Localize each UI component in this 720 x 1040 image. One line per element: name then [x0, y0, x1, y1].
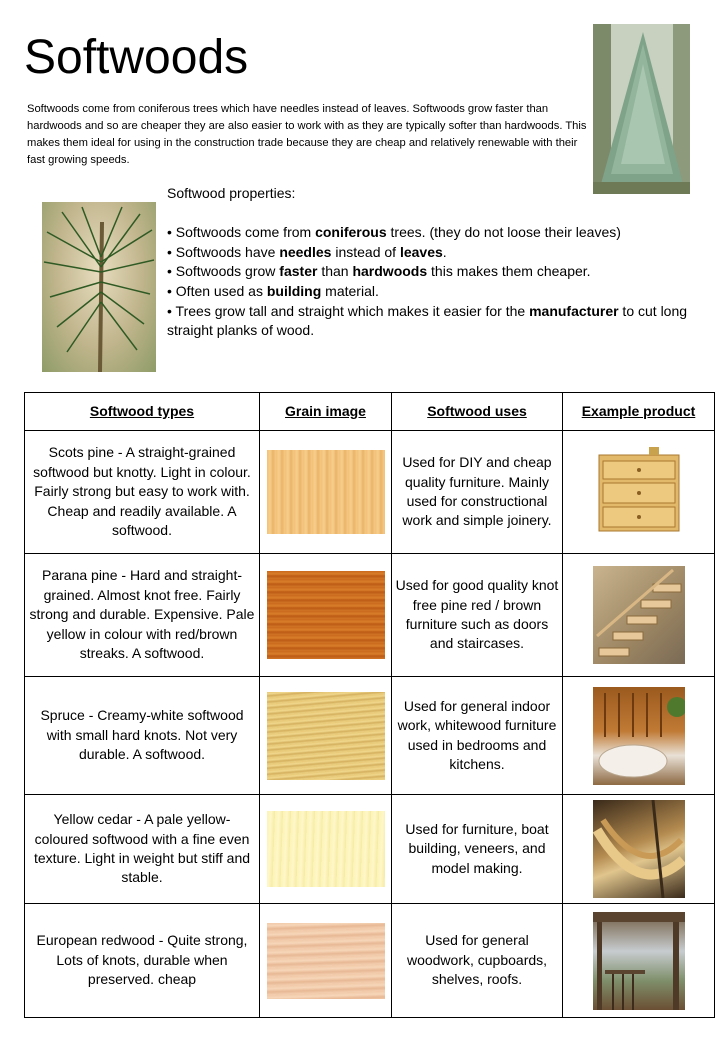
intro-paragraph: Softwoods come from coniferous trees which have needles instead of leaves. Softwoods grow faster than hardwoods and so are cheaper they are also easier to work with as they are typically softer than hardwoods. This makes them ideal for using in the construction trade because they are cheap and relatively renewable with their fast growing speeds. [27, 103, 587, 166]
softwood-uses-cell: Used for general woodwork, cupboards, shelves, roofs. [392, 904, 563, 1018]
softwood-uses-cell: Used for general indoor work, whitewood furniture used in bedrooms and kitchens. [392, 677, 563, 795]
softwood-type-cell: Scots pine - A straight-grained softwood but knotty. Light in colour. Fairly strong but easy to work with. Cheap and readily available. A softwood. [25, 431, 260, 554]
softwood-uses-cell: Used for good quality knot free pine red / brown furniture such as doors and staircases. [392, 554, 563, 677]
staircase-image [593, 566, 685, 664]
grain-image-cell [260, 431, 392, 554]
property-item: • Often used as building material. [167, 282, 379, 299]
table-row [25, 431, 715, 554]
property-item: • Softwoods have needles instead of leaves. [167, 243, 447, 260]
property-item: • Softwoods come from coniferous trees. (they do not loose their leaves) [167, 224, 621, 241]
bathroom-panelling-image [593, 687, 685, 785]
table-header-row [25, 393, 715, 431]
product-image-cell [563, 554, 715, 677]
softwood-table [24, 392, 715, 1018]
pine-needles-image [42, 202, 156, 372]
product-image-cell [563, 904, 715, 1018]
product-image-cell [563, 677, 715, 795]
grain-image-cell [260, 795, 392, 904]
grain-image-cell [260, 677, 392, 795]
softwood-properties [167, 184, 697, 341]
softwood-type-cell: European redwood - Quite strong, Lots of knots, durable when preserved. cheap [25, 904, 260, 1018]
table-row [25, 904, 715, 1018]
softwood-uses-cell: Used for furniture, boat building, veneers, and model making. [392, 795, 563, 904]
softwood-type-cell: Yellow cedar - A pale yellow-coloured softwood with a fine even texture. Light in weight but stiff and stable. [25, 795, 260, 904]
product-image-cell [563, 795, 715, 904]
property-item: • Softwoods grow faster than hardwoods this makes them cheaper. [167, 263, 591, 280]
product-image-cell [563, 431, 715, 554]
european-redwood-grain-image [267, 923, 385, 999]
table-row [25, 677, 715, 795]
softwood-type-cell: Spruce - Creamy-white softwood with small hard knots. Not very durable. A softwood. [25, 677, 260, 795]
spruce-grain-image [267, 692, 385, 780]
softwood-type-cell: Parana pine - Hard and straight-grained. Almost knot free. Fairly strong and durable. Expensive. Pale yellow in colour with red/brown streaks. A softwood. [25, 554, 260, 677]
header-softwood-uses: Softwood uses [392, 393, 563, 431]
softwood-uses-cell: Used for DIY and cheap quality furniture. Mainly used for constructional work and simple joinery. [392, 431, 563, 554]
yellow-cedar-grain-image [267, 811, 385, 887]
timber-deck-image [593, 912, 685, 1010]
table-row [25, 795, 715, 904]
header-example-product: Example product [563, 393, 715, 431]
wooden-boat-image [593, 800, 685, 898]
header-grain-image: Grain image [260, 393, 392, 431]
header-softwood-types: Softwood types [25, 393, 260, 431]
parana-pine-grain-image [267, 571, 385, 659]
grain-image-cell [260, 904, 392, 1018]
conifer-tree-image [593, 24, 690, 194]
grain-image-cell [260, 554, 392, 677]
chest-of-drawers-image [593, 447, 685, 537]
table-row [25, 554, 715, 677]
properties-heading: Softwood properties: [167, 185, 296, 201]
property-item: • Trees grow tall and straight which makes it easier for the manufacturer to cut long straight planks of wood. [167, 302, 688, 339]
page-title: Softwoods [24, 31, 249, 84]
scots-pine-grain-image [267, 450, 385, 534]
